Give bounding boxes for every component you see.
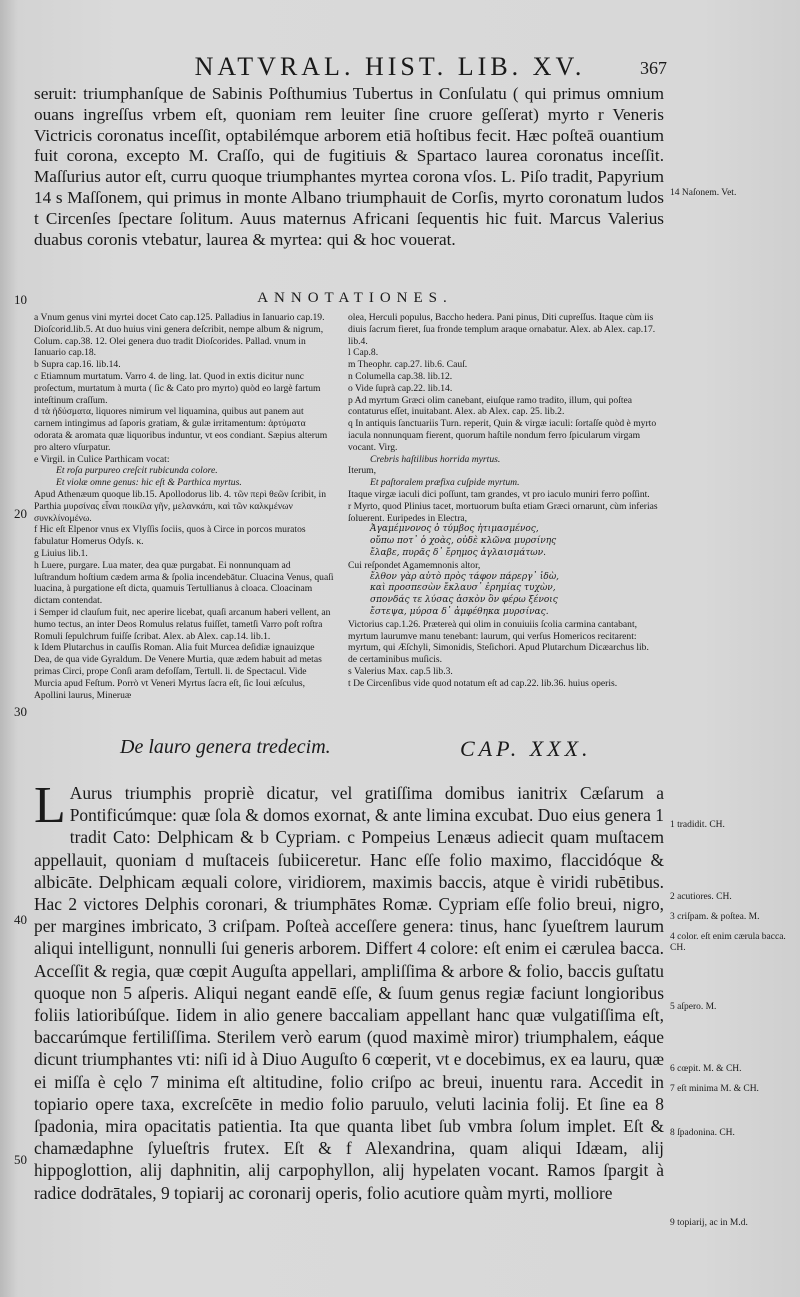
- annotation-entry: l Cap.8.: [348, 347, 379, 359]
- margin-note: 2 acutiores. CH.: [670, 892, 732, 902]
- greek-verse-line: ἔλαβε, πυρᾶς δ᾽ ἔρημος ἀγλαισμάτων.: [370, 547, 546, 558]
- annotation-entry: Victorius cap.1.26. Prætereà qui olim in conuiuiis ſcolia carmina cantabant, myrtum laurumve manu tenebant: laurum, qui verſus Homericos recitarent: myrtum, qui Æſchyli, Simonidis, Steſichori. Apud Plutarchum Dicæarchus lib. de certaminibus muſicis.: [348, 618, 649, 666]
- annotation-entry: b Supra cap.16. lib.14.: [34, 359, 121, 371]
- top-text: seruit: triumphanſque de Sabinis Poſthumius Tubertus in Conſulatu ( qui primus omnium ouans ingreſſus vrbem eſt, quoniam rem leuiter ſine cruore geſſerat) myrto r Veneris Victricis coronatus inceſſit, optabilémque arborem etiā hoſtibus fecit. Hæc poſteā ouantium fuit corona, excepto M. Craſſo, qui de fugitiuis & Spartaco laurea coronatus inceſſit. Maſſurius autor eſt, curru quoque triumphantes myrtea corona vſos. L. Piſo tradit, Papyrium 14 s Maſſonem, qui primus in monte Albano triumphauit de Corſis, myrto coronatum ludos t Circenſes ſpectare ſolitum. Auus maternus Africani ſequentis hic fuit. Marcus Valerius duabus coronis vtebatur, laurea & myrtea: qui & hoc vouerat.: [34, 84, 664, 249]
- annotation-entry: Cui reſpondet Agamemnonis altor,: [348, 559, 481, 571]
- annotation-entry: d τὰ ἡδύσματα, liquores nimirum vel liquamina, quibus aut panem aut carnem intingimus ad ſaporis gratiam, & gulæ irritamentum: ἀρτύματα odorata & aromata quæ liquoribus induntur, vt eos condiant. Sæpius alterum pro altero vſurpatur.: [34, 406, 328, 453]
- line-number: 10: [14, 292, 27, 307]
- annotation-entry: Itaque virgæ iaculi dici poſſunt, tam grandes, vt pro iaculo muniri ferro poſſint.: [348, 488, 650, 500]
- top-paragraph: [34, 84, 664, 250]
- line-number: 40: [14, 912, 27, 927]
- annotation-entry: Iterum,: [348, 465, 376, 477]
- drop-cap: L: [34, 777, 66, 834]
- greek-verse-line: καὶ προσπεσὼν ἔκλαυσ᾽ ἐρημίας τυχὼν,: [370, 583, 556, 594]
- annotation-entry: g Liuius lib.1.: [34, 547, 88, 559]
- margin-note: 1 tradidit. CH.: [670, 820, 725, 830]
- chapter-text-body: Aurus triumphis propriè dicatur, vel gratiſſima domibus ianitrix Cæſarum a Pontificúmque: quæ ſola & domos exornat, & ante limina excubat. Duo eius genera 1 tradit Cato: Delphicam & b Cypriam. c Pompeius Lenæus adiecit quam muſtacem appellauit, quoniam d muſtaceis ſubiiceretur. Hanc eſſe folio maximo, flaccidóque & albicāte. Delphicam æquali colore, viridiorem, maximis baccis, atque è viridi rubētibus. Hac 2 victores Delphis coronari, & triumphātes Romæ. Cypriam eſſe folio breui, nigro, per margines imbricato, 3 criſpam. Poſteà acceſſere genera: tinus, hanc ſyueſtrem laurum aliqui intelligunt, nonnulli ſui generis arborem. Differt 4 colore: eſt enim ei cærulea bacca. Acceſſit & regia, quæ cœpit Auguſta appellari, ampliſſima & arbore & folio, baccis guſtatu quoque non 5 aſperis. Aliqui negant eandē eſſe, & ſuum genus regiæ faciunt longioribus foliis latioribúſque. Iidem in alio genere baccaliam appellant hanc quæ vulgatiſſima eſt, baccarúmque fertiliſſima. Sterilem verò earum (quod maximè miror) triumphalem, eáque dicunt triumphantes vti: niſi id à Diuo Auguſto 6 cœperit, vt e docebimus, ex ea lauru, quæ ei miſſa è cęlo 7 minima eſt altitudine, folio criſpo ac breui, inuentu rara. Accedit in topiario opere taxa, excreſcēte in medio folio paruulo, veluti lacinia folij. Et ſine ea 8 ſpadonia, mira opacitatis patientia. Ita que quanta libet ſub vmbra ſolum implet. Eſt & chamædaphne ſylueſtris frutex. Eſt & f Alexandrina, quam aliqui Idæam, alij hippoglottion, alij daphnitin, alij carpophyllon, alij hypelaten vocant. Ramos ſpargit à radice dodrātales, 9 topiarij ac coronarij operis, folio acutiore quàm myrti, molliore: [34, 783, 664, 1203]
- annotation-entry: q In antiquis ſanctuariis Turn. reperit, Quin & virgæ iaculi: ſortaſſe quòd è myrto iacula nonnunquam fierent, quorum haſtile nondum ferro ſpicularum virgam vocant. Virg.: [348, 418, 657, 453]
- line-number: 30: [14, 704, 27, 719]
- margin-note-14: 14 Naſonem. Vet.: [670, 188, 737, 198]
- annotation-entry: r Myrto, quod Plinius tacet, mortuorum buſta etiam Græci ornarunt, cùm inferias ſoluerent. Euripedes in Electra,: [348, 500, 658, 524]
- chapter-title: De lauro genera tredecim.: [120, 736, 331, 758]
- greek-verse-line: οὔπω ποτ᾽ ὁ χοὰς, οὐδὲ κλῶνα μυρσίνης: [370, 536, 557, 547]
- annotation-entry: t De Circenſibus vide quod notatum eſt ad cap.22. lib.36. huius operis.: [348, 677, 618, 689]
- chapter-body: [34, 777, 664, 1204]
- line-number: 50: [14, 1152, 27, 1167]
- annotation-entry: h Luere, purgare. Lua mater, dea quæ purgabat. Ei nonnunquam ad luſtrandum hoſtium cædem arma & ſpolia incendebātur. Cluacina Venus, quaſi luacina, à purgatione eſt dicta, quamuis Tertullianus à cloaca. Cloacinam dictam contendat.: [34, 559, 334, 607]
- annotation-entry: c Etiamnum murtatum. Varro 4. de ling. lat. Quod in extis dicitur nunc proſectum, murtatum à murta ( ſic & Cato pro myrto) quòd eo largè fartum inteſtinum craſſum.: [34, 370, 321, 406]
- margin-note: 3 criſpam. & poſtea. M.: [670, 912, 760, 922]
- verse-line: Et violæ omne genus: hic eſt & Parthica myrtus.: [56, 477, 242, 489]
- running-head: NATVRAL. HIST. LIB. XV.: [194, 52, 586, 81]
- margin-note: 4 color. eſt enim cærula bacca. CH.: [670, 932, 786, 953]
- line-number: 20: [14, 506, 27, 521]
- greek-verse-line: ἔστεψα, μύρσα δ᾽ ἀμφέθηκα μυρσίνας.: [370, 606, 549, 617]
- annotation-entry: s Valerius Max. cap.5 lib.3.: [348, 665, 453, 677]
- verse-line: Et roſa purpureo creſcit rubicunda colore.: [56, 465, 218, 477]
- annotation-entry: i Semper id clauſum fuit, nec aperire licebat, quaſi arcanum haberi vellent, an humo tectus, an inter Deos Romulus relatus fuiſſet, tametſi Varro poſt roſtra Romuli ſepulchrum fuiſſe ſcribat. Alex. ab Alex. cap.14. lib.1.: [34, 606, 331, 642]
- chapter-number: CAP. XXX.: [460, 736, 592, 761]
- annotation-entry: n Columella cap.38. lib.12.: [348, 370, 453, 382]
- annotation-entry: m Theophr. cap.27. lib.6. Cauſ.: [348, 359, 468, 371]
- margin-note: 8 ſpadonina. CH.: [670, 1128, 735, 1138]
- annotations-left-column: [34, 312, 334, 701]
- greek-verse-line: Ἀγαμέμνονος ὁ τύμβος ἠτιμασμένος,: [370, 524, 539, 535]
- annotation-entry: o Vide ſuprà cap.22. lib.14.: [348, 382, 453, 394]
- chapter-text: [34, 777, 664, 1204]
- page-number: 367: [640, 58, 667, 78]
- margin-note: 6 cœpit. M. & CH.: [670, 1064, 742, 1074]
- annotation-entry: a Vnum genus vini myrtei docet Cato cap.125. Palladius in Ianuario cap.19. Dioſcorid.lib.5. At duo huius vini genera deſcribit, nempe album & nigrum, Colum. cap.38. 12. Olei genera duo tradit Dioſcorides. Pallad. vnum in Ianuario cap.18.: [34, 312, 325, 359]
- annotation-entry: k Idem Plutarchus in cauſſis Roman. Alia fuit Murcea deſidiæ ignauizque Dea, de qua vide Gyraldum. De Venere Murtia, quæ ædem habuit ad metas primas Circi, prope Conſi aram defoſſam, Tertull. li. de Spectacul. Vide Murcia apud Feſtum. Porrò vt Veneri Myrtus ſacra eſt, ſic Ioui æſculus, Apollini laurus, Mineruæ: [34, 642, 322, 701]
- margin-note: 5 aſpero. M.: [670, 1002, 717, 1012]
- annotation-entry: f Hic eſt Elpenor vnus ex Vlyſſis ſociis, quos à Circe in porcos muratos fabulatur Homerus Odyſs. κ.: [34, 524, 306, 548]
- annotations-right-column: [348, 312, 660, 690]
- annotation-entry: e Virgil. in Culice Parthicam vocat:: [34, 453, 170, 465]
- annotation-entry: p Ad myrtum Græci olim canebant, eiuſque ramo tradito, illum, qui poſtea contaturus eſſet, inuitabant. Alex. ab Alex. cap. 25. lib.2.: [348, 394, 633, 418]
- greek-verse-line: ἔλθον γὰρ αὐτὸ πρὸς τάφον πάρεργ᾽ ἰδὼ,: [370, 571, 560, 582]
- annotationes-heading: ANNOTATIONES.: [257, 290, 453, 306]
- greek-verse-line: σπονδάς τε λύσας ἀσκὸν ὃν φέρω ξένοις: [370, 595, 558, 606]
- margin-note: 7 eſt minima M. & CH.: [670, 1084, 759, 1094]
- verse-line: Crebris haſtilibus horrida myrtus.: [370, 453, 501, 465]
- annotation-entry: Apud Athenæum quoque lib.15. Apollodorus lib. 4. τῶν περὶ θεῶν ſcribit, in Parthia μυρσίνας εἶναι ποικίλα γῆν, μελανκάπι, καὶ τῶν καλκμένων συνκλίνομένω.: [34, 488, 326, 524]
- annotation-entry: olea, Herculi populus, Baccho hedera. Pani pinus, Diti cupreſſus. Itaque cùm iis diuis ſacrum fieret, ſua fronde templum araque ornabatur. Alex. ab Alex. cap.17. lib.4.: [348, 312, 656, 347]
- verse-line: Et paſtoralem præfixa cuſpide myrtum.: [370, 477, 520, 489]
- margin-note: 9 topiarij, ac in M.d.: [670, 1218, 748, 1228]
